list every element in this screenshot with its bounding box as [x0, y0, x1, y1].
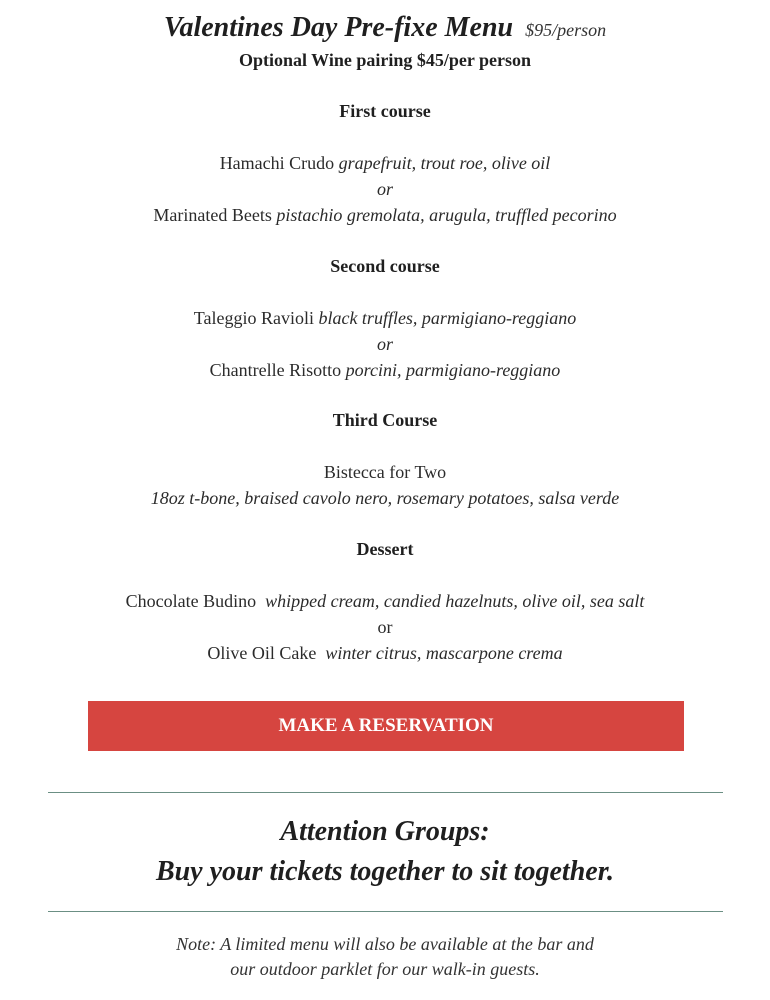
dish-name: Chantrelle Risotto — [209, 360, 342, 380]
course-heading-second: Second course — [330, 256, 440, 276]
dish-hamachi-crudo — [0, 150, 770, 176]
note-line-2: our outdoor parklet for our walk-in guests. — [230, 959, 540, 979]
make-reservation-button[interactable]: MAKE A RESERVATION — [88, 701, 684, 751]
course-separator: or — [376, 334, 393, 354]
groups-heading: Attention Groups: — [280, 816, 490, 847]
menu-title-row — [0, 8, 770, 48]
course-heading-third: Third Course — [332, 410, 438, 430]
dish-name: Chocolate Budino — [125, 591, 257, 611]
menu-title: Valentines Day Pre-fixe Menu — [163, 12, 514, 43]
menu-price: $95/person — [525, 20, 607, 40]
note-line-1: Note: A limited menu will also be available at the bar and — [176, 934, 594, 954]
groups-message: Buy your tickets together to sit together. — [155, 856, 615, 887]
dish-taleggio-ravioli — [0, 305, 770, 331]
dish-chocolate-budino — [0, 588, 770, 614]
dish-name: Hamachi Crudo — [219, 153, 335, 173]
dish-description: porcini, parmigiano-reggiano — [345, 360, 561, 380]
wine-pairing-text: Optional Wine pairing $45/per person — [238, 50, 532, 70]
dish-description: 18oz t-bone, braised cavolo nero, rosemary potatoes, salsa verde — [150, 488, 620, 508]
dish-bistecca: Bistecca for Two — [323, 462, 447, 482]
dish-description: grapefruit, trout roe, olive oil — [338, 153, 551, 173]
dish-description: whipped cream, candied hazelnuts, olive oil, sea salt — [265, 591, 645, 611]
course-heading-first: First course — [339, 101, 431, 121]
dish-olive-oil-cake — [0, 640, 770, 666]
dish-description: winter citrus, mascarpone crema — [325, 643, 563, 663]
divider-bottom — [48, 911, 723, 912]
dish-marinated-beets — [0, 202, 770, 228]
course-separator: or — [376, 179, 393, 199]
dish-name: Olive Oil Cake — [207, 643, 317, 663]
course-separator: or — [377, 617, 393, 637]
dish-name: Marinated Beets — [153, 205, 272, 225]
dish-description: pistachio gremolata, arugula, truffled pecorino — [276, 205, 617, 225]
dish-name: Taleggio Ravioli — [193, 308, 314, 328]
dish-chantrelle-risotto — [0, 357, 770, 383]
course-heading-dessert: Dessert — [356, 539, 414, 559]
divider-top — [48, 792, 723, 793]
dish-description: black truffles, parmigiano-reggiano — [318, 308, 577, 328]
